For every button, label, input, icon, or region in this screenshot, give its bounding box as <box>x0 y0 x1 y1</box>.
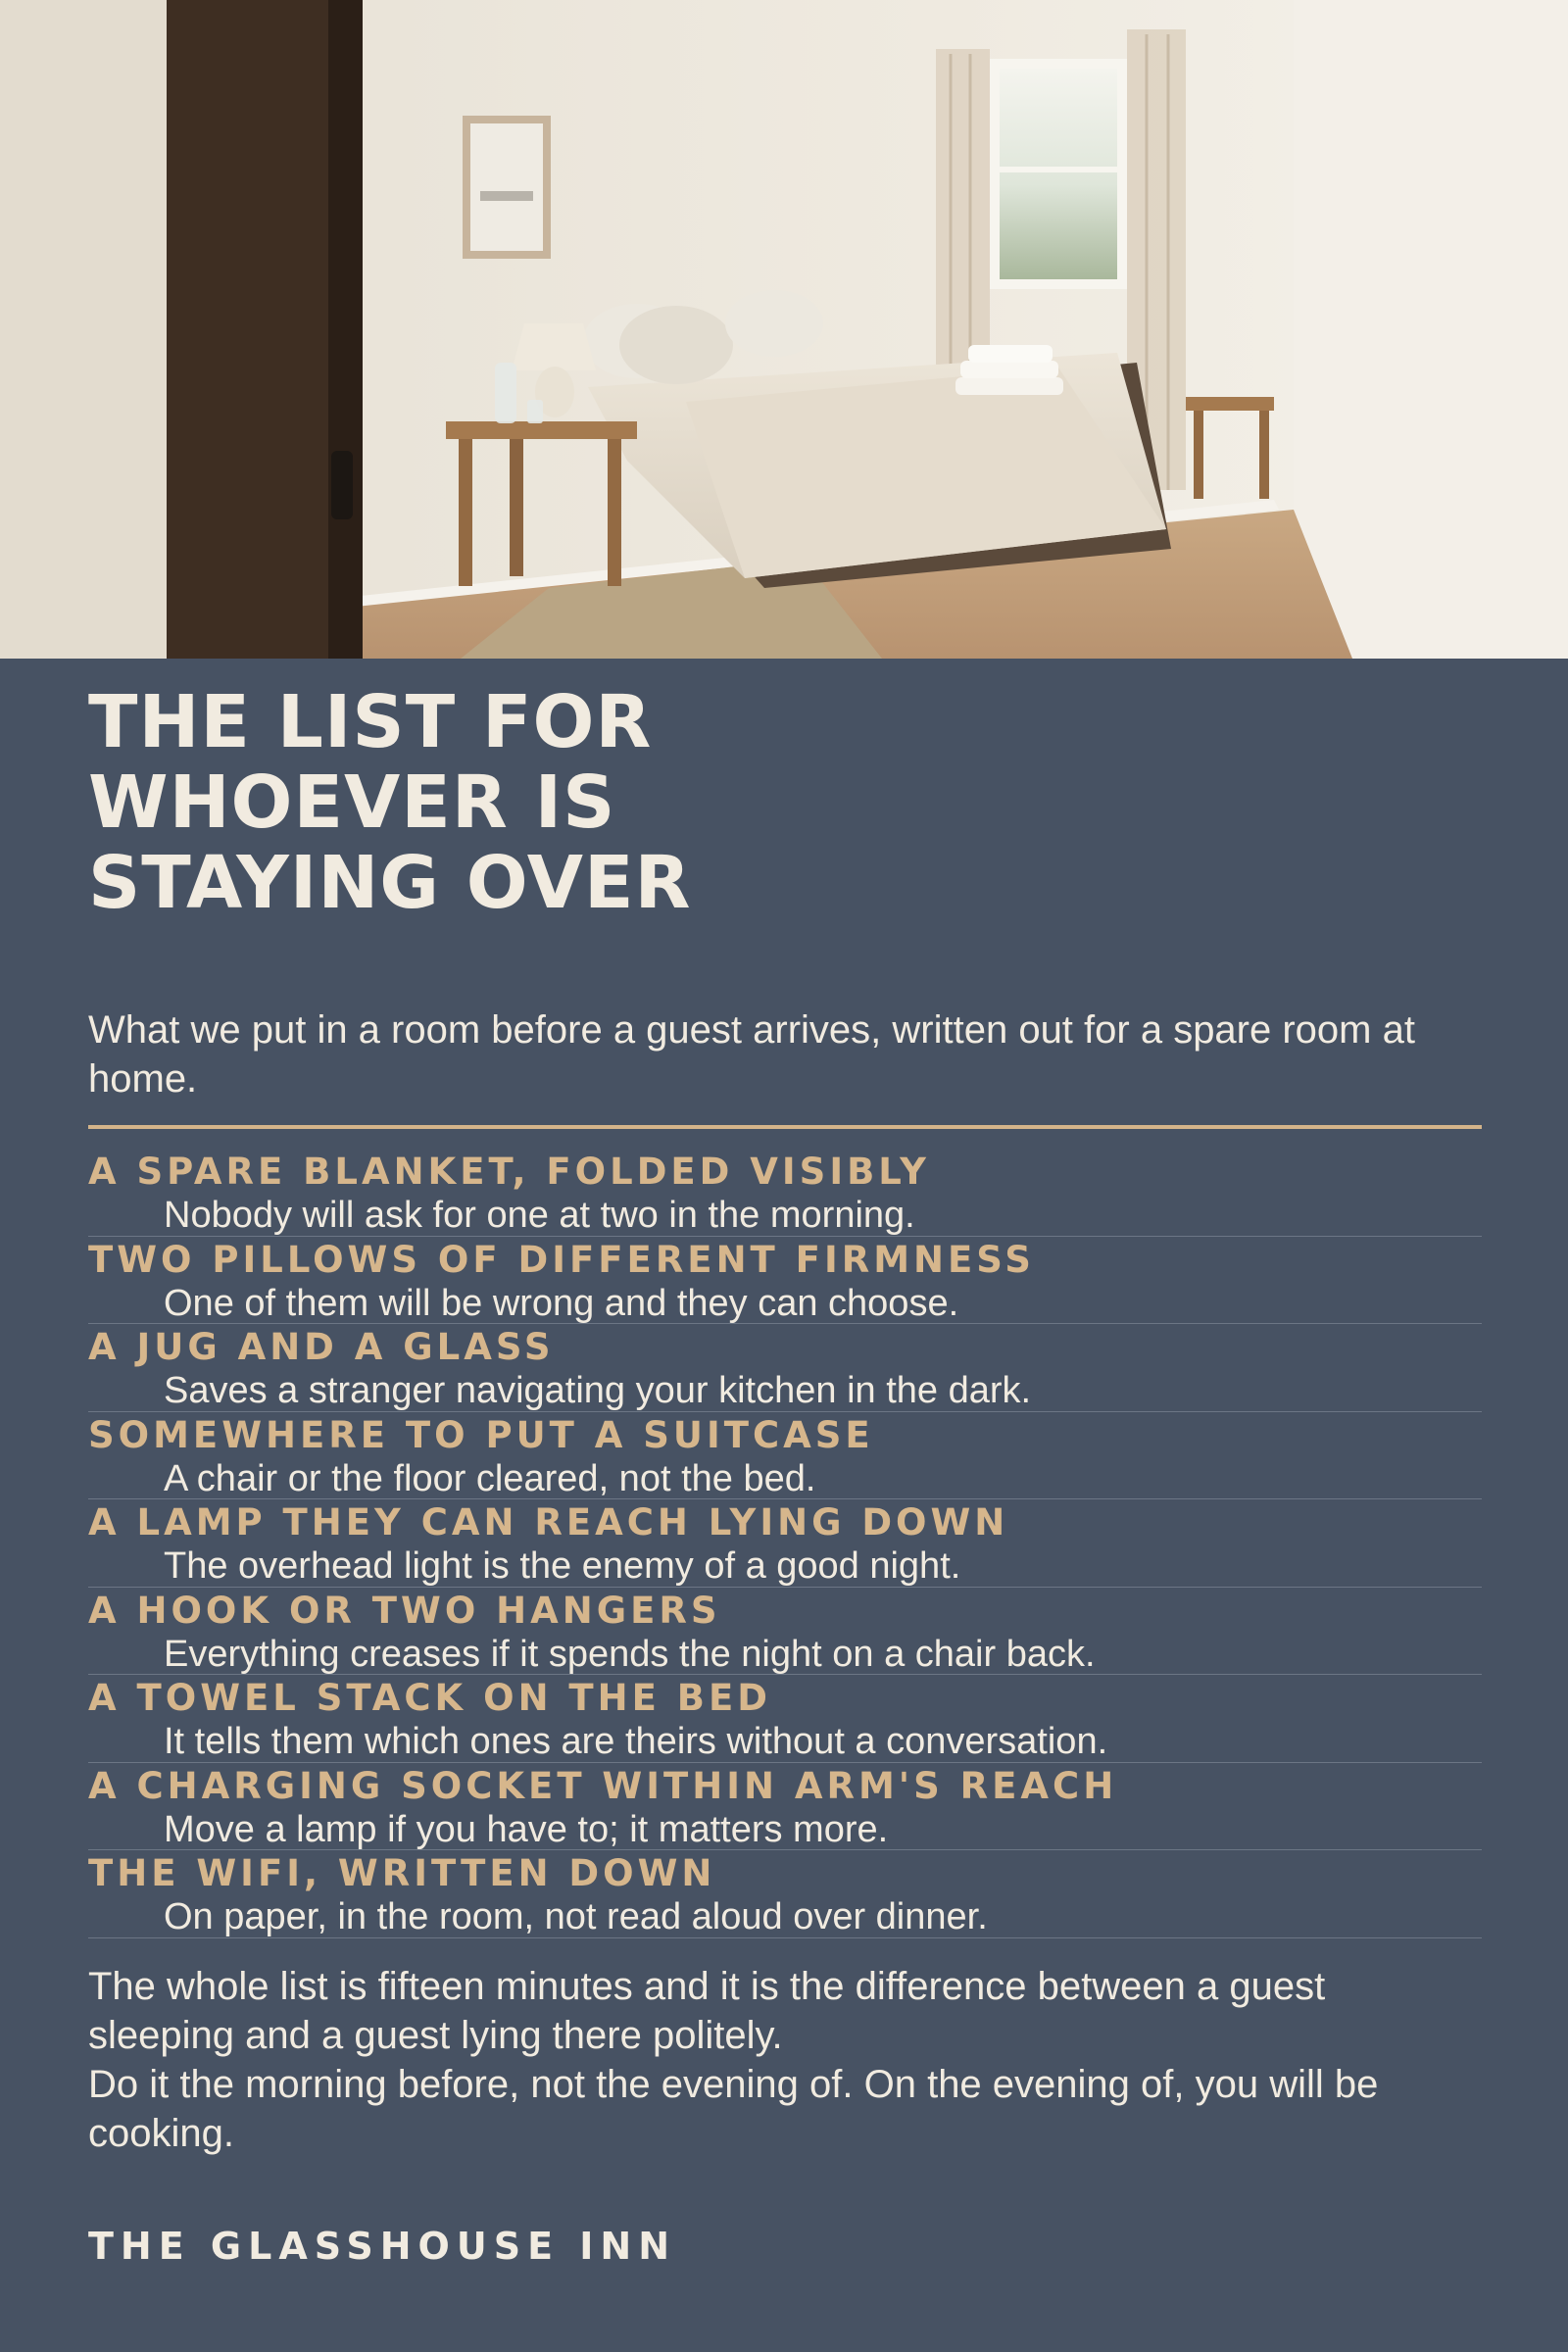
list-item <box>88 1588 1482 1676</box>
item-note: Nobody will ask for one at two in the morning. <box>164 1195 915 1236</box>
item-title: A JUG AND A GLASS <box>88 1326 555 1368</box>
item-note: It tells them which ones are theirs without a conversation. <box>164 1721 1108 1762</box>
item-title: A CHARGING SOCKET WITHIN ARM'S REACH <box>88 1764 1118 1807</box>
item-title: SOMEWHERE TO PUT A SUITCASE <box>88 1413 874 1456</box>
item-title: TWO PILLOWS OF DIFFERENT FIRMNESS <box>88 1238 1035 1281</box>
intro-text: What we put in a room before a guest arrives, written out for a spare room at home. <box>88 1008 1415 1101</box>
item-note: Saves a stranger navigating your kitchen in the dark. <box>164 1370 1032 1411</box>
brand-name: THE GLASSHOUSE INN <box>88 2225 677 2268</box>
list-item <box>88 1412 1482 1500</box>
list-item <box>88 1850 1482 1938</box>
list-item <box>88 1149 1482 1237</box>
list-item <box>88 1237 1482 1325</box>
closing-text <box>88 1962 1480 2158</box>
accent-divider <box>88 1125 1482 1129</box>
item-title: A HOOK OR TWO HANGERS <box>88 1589 721 1632</box>
item-note: One of them will be wrong and they can choose. <box>164 1282 959 1324</box>
hero-photo <box>0 0 1568 659</box>
item-title: A SPARE BLANKET, FOLDED VISIBLY <box>88 1151 930 1193</box>
item-note: The overhead light is the enemy of a good night. <box>164 1545 961 1587</box>
closing-paragraph: The whole list is fifteen minutes and it is the difference between a guest sleeping and a guest lying there politely. <box>88 1965 1326 2057</box>
item-title: THE WIFI, WRITTEN DOWN <box>88 1852 716 1894</box>
list-item <box>88 1324 1482 1412</box>
list-item <box>88 1499 1482 1588</box>
item-note: A chair or the floor cleared, not the bed. <box>164 1457 816 1499</box>
list-item <box>88 1763 1482 1851</box>
closing-paragraph: Do it the morning before, not the evening of. On the evening of, you will be cooking. <box>88 2063 1379 2155</box>
list-item <box>88 1675 1482 1763</box>
checklist <box>88 1149 1482 1938</box>
item-title: A TOWEL STACK ON THE BED <box>88 1677 771 1719</box>
item-note: On paper, in the room, not read aloud over dinner. <box>164 1896 988 1937</box>
page-title: THE LIST FOR WHOEVER IS STAYING OVER <box>88 680 692 925</box>
item-note: Everything creases if it spends the night on a chair back. <box>164 1633 1096 1675</box>
item-note: Move a lamp if you have to; it matters more. <box>164 1808 889 1850</box>
item-title: A LAMP THEY CAN REACH LYING DOWN <box>88 1501 1009 1544</box>
